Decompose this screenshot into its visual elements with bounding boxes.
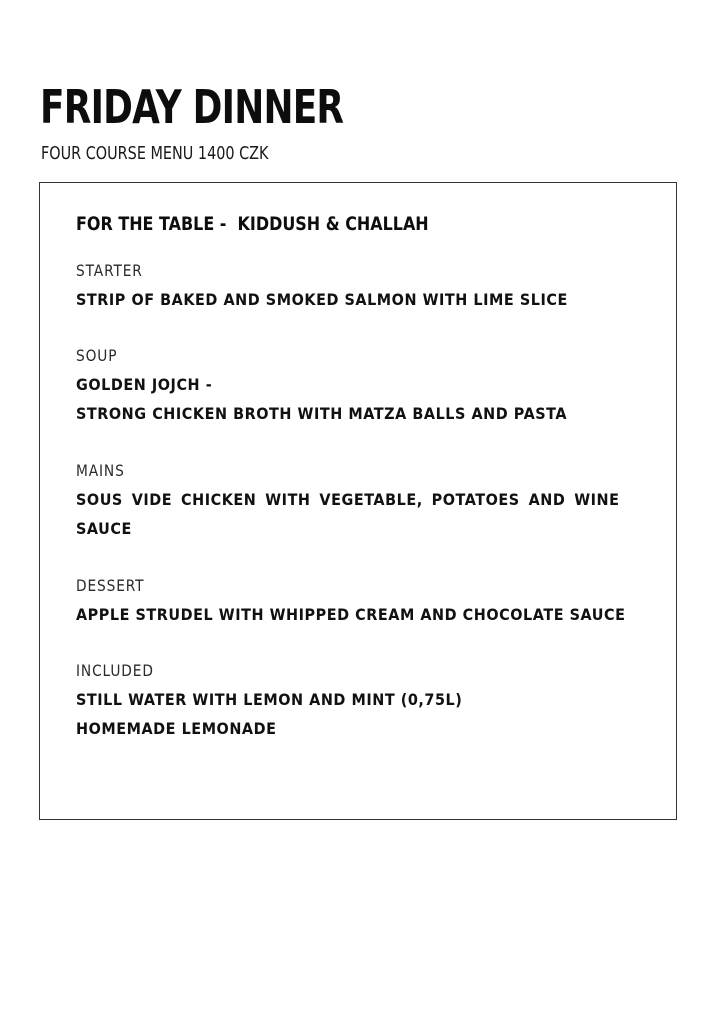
menu-title: FRIDAY DINNER	[40, 80, 344, 134]
dish-mains-line-2: SAUCE	[76, 519, 132, 538]
dish-mains-line-1	[76, 485, 620, 514]
dish-mains-word: POTATOES	[431, 490, 520, 509]
course-label-starter: STARTER	[76, 261, 143, 280]
menu-card	[39, 182, 677, 820]
dish-soup-description: STRONG CHICKEN BROTH WITH MATZA BALLS AND PASTA	[76, 404, 568, 423]
dish-mains-word: WINE	[574, 490, 620, 509]
course-soup	[76, 342, 620, 428]
course-dessert	[76, 572, 626, 629]
course-mains	[76, 457, 620, 543]
dish-mains-word: VEGETABLE,	[319, 490, 423, 509]
dish-dessert: APPLE STRUDEL WITH WHIPPED CREAM AND CHOCOLATE SAUCE	[76, 605, 626, 624]
course-label-mains: MAINS	[76, 461, 125, 480]
dish-mains-word: VIDE	[131, 490, 173, 509]
course-label-included: INCLUDED	[76, 661, 154, 680]
course-starter	[76, 257, 620, 314]
dish-starter: STRIP OF BAKED AND SMOKED SALMON WITH LIME SLICE	[76, 290, 568, 309]
dish-mains-word: AND	[528, 490, 566, 509]
for-the-table-heading: FOR THE TABLE - KIDDUSH & CHALLAH	[76, 213, 429, 235]
dish-soup-name: GOLDEN JOJCH -	[76, 375, 213, 394]
course-included	[76, 657, 620, 743]
included-lemonade: HOMEMADE LEMONADE	[76, 719, 277, 738]
dish-mains-word: WITH	[265, 490, 311, 509]
course-label-soup: SOUP	[76, 346, 118, 365]
dish-mains-word: SOUS	[76, 490, 123, 509]
menu-subtitle: FOUR COURSE MENU 1400 CZK	[41, 143, 269, 164]
course-label-dessert: DESSERT	[76, 576, 145, 595]
dish-mains-word: CHICKEN	[181, 490, 257, 509]
included-water: STILL WATER WITH LEMON AND MINT (0,75L)	[76, 690, 463, 709]
